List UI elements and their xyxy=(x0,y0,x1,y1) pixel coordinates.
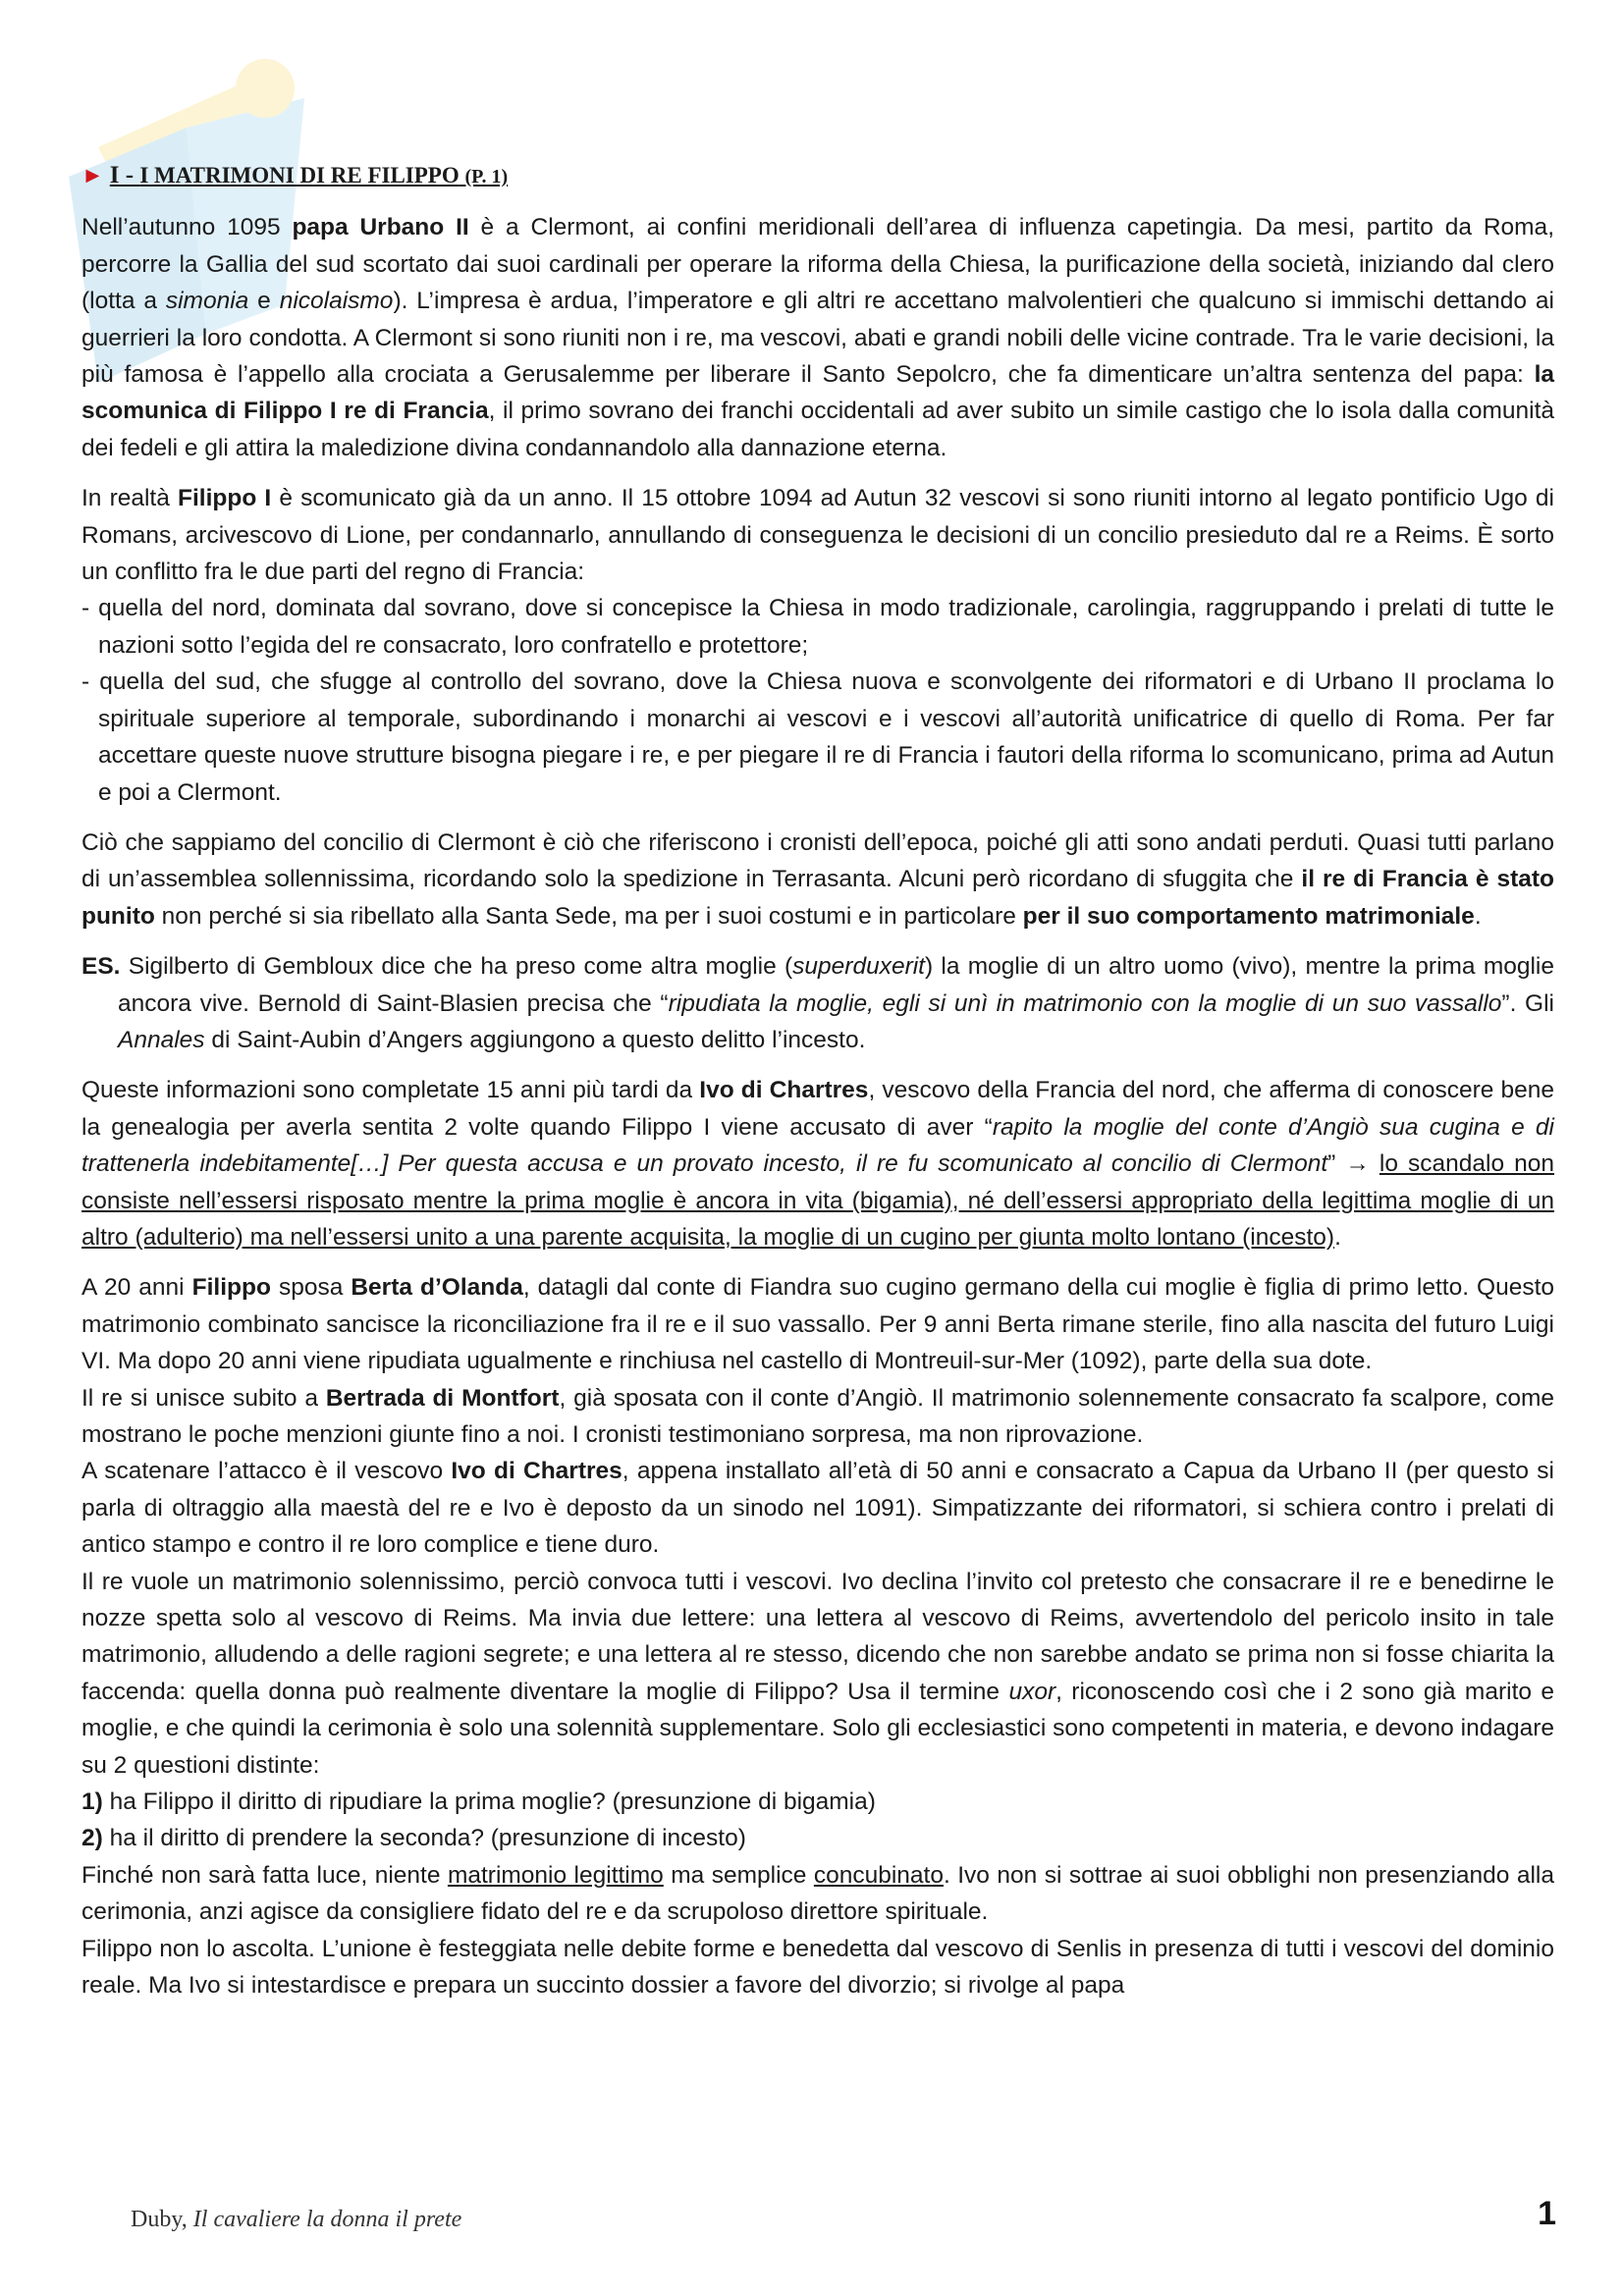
section-title: I MATRIMONI DI RE FILIPPO xyxy=(139,163,460,187)
paragraph-concubinato: Finché non sarà fatta luce, niente matrimonio legittimo ma semplice concubinato. Ivo non si sottrae ai suoi obblighi non presenziando alla cerimonia, anzi agisce da consigliere fidato del re e da scrupoloso direttore spirituale. xyxy=(81,1861,1554,1926)
paragraph-matrimonio: Il re vuole un matrimonio solennissimo, perciò convoca tutti i vescovi. Ivo declina l’invito col pretesto che consacrare il re e benedirne le nozze spetta solo al vescovo di Reims. Ma invia due lettere: una lettera al vescovo di Reims, avvertendolo del pericolo insito in tale matrimonio, alludendo a delle ragioni segrete; e una lettera al re stesso, dicendo che non sarebbe andato se prima non si fosse chiarita la faccenda: quella donna può realmente diventare la moglie di Filippo? Usa il termine uxor, riconoscendo così che i 2 sono già marito e moglie, e che quindi la cerimonia è solo una solennità supplementare. Solo gli ecclesiastici sono competenti in materia, e devono indagare su 2 questioni distinte: xyxy=(81,1568,1554,1779)
main-text xyxy=(81,157,1554,2004)
paragraph-clermont: Ciò che sappiamo del concilio di Clermont è ciò che riferiscono i cronisti dell’epoca, poiché gli atti sono andati perduti. Quasi tutti parlano di un’assemblea sollennissima, ricordando solo la spedizione in Terrasanta. Alcuni però ricordano di sfuggita che il re di Francia è stato punito non perché si sia ribellato alla Santa Sede, ma per i suoi costumi e in particolare per il suo comportamento matrimoniale. xyxy=(81,828,1554,930)
question-2: 2) ha il diritto di prendere la seconda? (presunzione di incesto) xyxy=(81,1825,746,1852)
paragraph-bertrada: Il re si unisce subito a Bertrada di Montfort, già sposata con il conte d’Angiò. Il matrimonio solennemente consacrato fa scalpore, come mostrano le poche menzioni giunte fino a noi. I cronisti testimoniano sorpresa, ma non riprovazione. xyxy=(81,1384,1554,1448)
paragraph-berta: A 20 anni Filippo sposa Berta d’Olanda, datagli dal conte di Fiandra suo cugino germano della cui moglie è figlia di primo letto. Questo matrimonio combinato sancisce la riconciliazione fra il re e il suo vassallo. Per 9 anni Berta rimane sterile, fino alla nascita del futuro Luigi VI. Ma dopo 20 anni viene ripudiata ugualmente e rinchiusa nel castello di Montreuil-sur-Mer (1092), parte della sua dote. xyxy=(81,1274,1555,1375)
triangle-marker-icon: ► xyxy=(81,163,104,187)
example-block: ES. Sigilberto di Gembloux dice che ha preso come altra moglie (superduxerit) la moglie di un altro uomo (vivo), mentre la prima moglie ancora vive. Bernold di Saint-Blasien precisa che “ripudiata la moglie, egli si unì in matrimonio con la moglie di un suo vassallo”. Gli Annales di Saint-Aubin d’Angers aggiungono a questo delitto l’incesto. xyxy=(81,953,1554,1053)
footer-citation: Duby, Il cavaliere la donna il prete xyxy=(131,2207,462,2232)
arrow-icon: → xyxy=(1345,1150,1370,1178)
section-heading: ► I - I MATRIMONI DI RE FILIPPO (P. 1) xyxy=(81,157,1554,195)
paragraph-urbano: Nell’autunno 1095 papa Urbano II è a Clermont, ai confini meridionali dell’area di influenza capetingia. Da mesi, partito da Roma, percorre la Gallia del sud scortato dai suoi cardinali per operare la riforma della Chiesa, la purificazione della società, iniziando dal clero (lotta a simonia e nicolaismo). L’impresa è ardua, l’imperatore e gli altri re accettano malvolentieri che qualcuno si immischi dettando ai guerrieri la loro condotta. A Clermont si sono riuniti non i re, ma vescovi, abati e grandi nobili delle vicine contrade. Tra le varie decisioni, la più famosa è l’appello alla crociata a Gerusalemme per liberare il Santo Sepolcro, che fa dimenticare un’altra sentenza del papa: la scomunica di Filippo I re di Francia, il primo sovrano dei franchi occidentali ad aver subito un simile castigo che lo isola dalla comunità dei fedeli e gli attira la maledizione divina condannandolo alla dannazione eterna. xyxy=(81,214,1555,461)
list-item: - quella del sud, che sfugge al controllo del sovrano, dove la Chiesa nuova e sconvolgente dei riformatori e di Urbano II proclama lo spirituale superiore al temporale, subordinando i monarchi ai vescovi e i vescovi all’autorità unificatrice di quello di Roma. Per far accettare queste nuove strutture bisogna piegare i re, e per piegare il re di Francia i fautori della riforma lo scomunicano, prima ad Autun e poi a Clermont. xyxy=(81,668,1554,806)
question-1: 1) ha Filippo il diritto di ripudiare la prima moglie? (presunzione di bigamia) xyxy=(81,1789,876,1816)
paragraph-autun: In realtà Filippo I è scomunicato già da un anno. Il 15 ottobre 1094 ad Autun 32 vescovi si sono riuniti intorno al legato pontificio Ugo di Romans, arcivescovo di Lione, per condannarlo, annullando di conseguenza le decisioni di un concilio presieduto dal re a Reims. È sorto un conflitto fra le due parti del regno di Francia: xyxy=(81,485,1554,586)
paragraph-attacco: A scatenare l’attacco è il vescovo Ivo di Chartres, appena installato all’età di 50 anni e consacrato a Capua da Urbano II (per questo si parla di oltraggio alla maestà del re e Ivo è deposto da un sinodo nel 1091). Simpatizzante dei riformatori, si schiera contro i prelati di antico stampo e contro il re loro complice e tiene duro. xyxy=(81,1458,1554,1559)
page-number: 1 xyxy=(1538,2195,1556,2232)
paragraph-filippo: Filippo non lo ascolta. L’unione è festeggiata nelle debite forme e benedetta dal vescovo di Senlis in presenza di tutti i vescovi del dominio reale. Ma Ivo si intestardisce e prepara un succinto dossier a favore del divorzio; si rivolge al papa xyxy=(81,1935,1554,2000)
example-label: ES. xyxy=(81,953,121,981)
list-item: - quella del nord, dominata dal sovrano, dove si concepisce la Chiesa in modo tradizionale, carolingia, raggruppando i prelati di tutte le nazioni sotto l’egida del re consacrato, loro confratello e protettore; xyxy=(81,595,1554,659)
page-reference: (P. 1) xyxy=(464,166,509,187)
paragraph-ivo: Queste informazioni sono completate 15 anni più tardi da Ivo di Chartres, vescovo della Francia del nord, che afferma di conoscere bene la genealogia per averla sentita 2 volte quando Filippo I viene accusato di aver “rapito la moglie del conte d’Angiò sua cugina e di trattenerla indebitamente[…] Per questa accusa e un provato incesto, il re fu scomunicato al concilio di Clermont” → lo scandalo non consiste nell’essersi risposato mentre la prima moglie è ancora in vita (bigamia), né dell’essersi appropriato della legittima moglie di un altro (adulterio) ma nell’essersi unito a una parente acquisita, la moglie di un cugino per giunta molto lontano (incesto). xyxy=(81,1077,1554,1251)
